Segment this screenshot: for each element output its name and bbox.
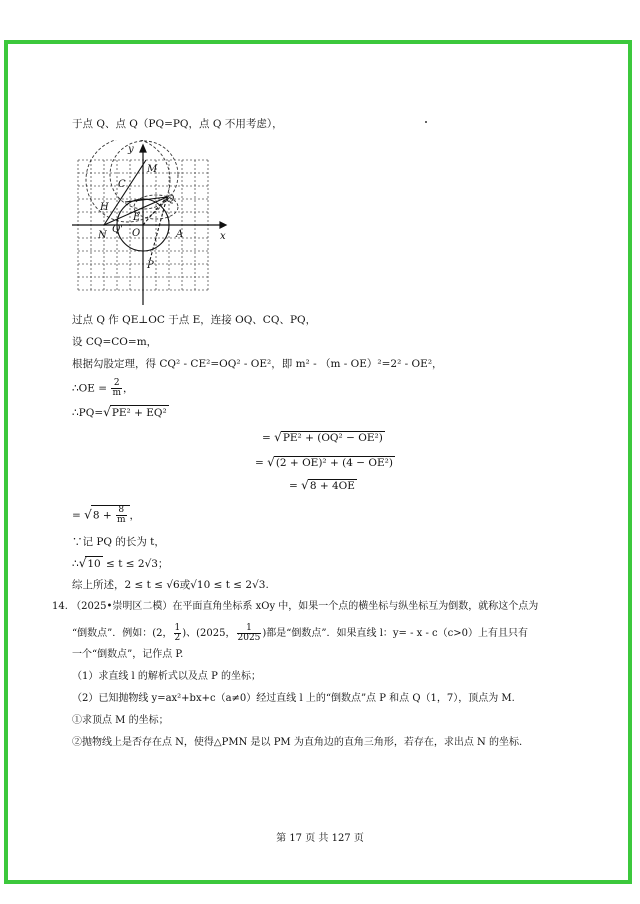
coordinate-figure	[70, 140, 230, 310]
stray-dot	[425, 121, 427, 123]
question-14-part-2: （2）已知抛物线 y=ax²+bx+c（a≠0）经过直线 l 上的“倒数点”点 P 和点 Q（1，7），顶点为 M.	[72, 693, 515, 704]
text-line-4: ∴OE = $\frac{2}{m}$ ，	[72, 378, 134, 398]
text-line-9: 综上所述，2 ≤ t ≤ √6或√10 ≤ t ≤ 2√3.	[72, 579, 269, 591]
label-x: x	[220, 231, 226, 242]
equation-2: = √(2 + OE)² + (4 − OE²)	[255, 455, 393, 469]
text-line-8: ∴√10 ≤ t ≤ 2√3；	[72, 556, 169, 570]
page-footer: 第 17 页 共 127 页	[276, 833, 364, 844]
question-14-part-2-sub-1: ①求顶点 M 的坐标；	[72, 715, 169, 726]
label-E: E	[133, 212, 141, 223]
label-Q: Q	[166, 194, 175, 205]
equation-1: = √PE² + (OQ² − OE²)	[262, 430, 383, 444]
question-14-part-1: （1）求直线 l 的解析式以及点 P 的坐标；	[72, 671, 262, 682]
text-line-7: ∵记 PQ 的长为 t，	[72, 536, 165, 548]
label-O: O	[132, 228, 141, 239]
label-P: P	[147, 260, 154, 271]
text-line-6: = √8 + $\frac{8}{m}$ ，	[72, 505, 141, 525]
label-y: y	[128, 144, 134, 155]
text-line-2: 设 CQ=CO=m，	[72, 336, 158, 348]
label-H: H	[100, 202, 109, 213]
question-14-line-a: 14. （2025•崇明区二模）在平面直角坐标系 xOy 中，如果一个点的横坐标与纵坐标互为倒数，就称这个点为	[52, 601, 539, 612]
label-C: C	[118, 179, 126, 190]
label-Qprime: Q'	[112, 224, 123, 235]
label-M: M	[147, 164, 158, 175]
question-14-line-c: 一个“倒数点”，记作点 P.	[72, 649, 184, 660]
question-14-line-b: “倒数点”．例如：(2， $\frac{1}{2}$ )、(2025， $\frac{1}{2025}$ )都是“倒数点”．如果直线 l：y= - x - c（c>0）上有且只有	[72, 623, 528, 643]
text-line-1: 过点 Q 作 QE⊥OC 于点 E，连接 OQ、CQ、PQ，	[72, 314, 317, 326]
equation-3: = √8 + 4OE	[289, 478, 355, 492]
label-A: A	[176, 229, 184, 240]
label-N: N	[98, 230, 107, 241]
question-14-part-2-sub-2: ②抛物线上是否存在点 N，使得△PMN 是以 PM 为直角边的直角三角形，若存在，求出点 N 的坐标.	[72, 737, 523, 748]
text-line-3: 根据勾股定理，得 CQ² - CE²=OQ² - OE²，即 m² - （m - OE）²=2² - OE²，	[72, 358, 443, 370]
lines	[104, 160, 167, 260]
text-line-5: ∴PQ=√PE² + EQ²	[72, 405, 167, 419]
intro-line: 于点 Q、点 Q（PQ=PQ，点 Q 不用考虑），	[72, 118, 283, 130]
